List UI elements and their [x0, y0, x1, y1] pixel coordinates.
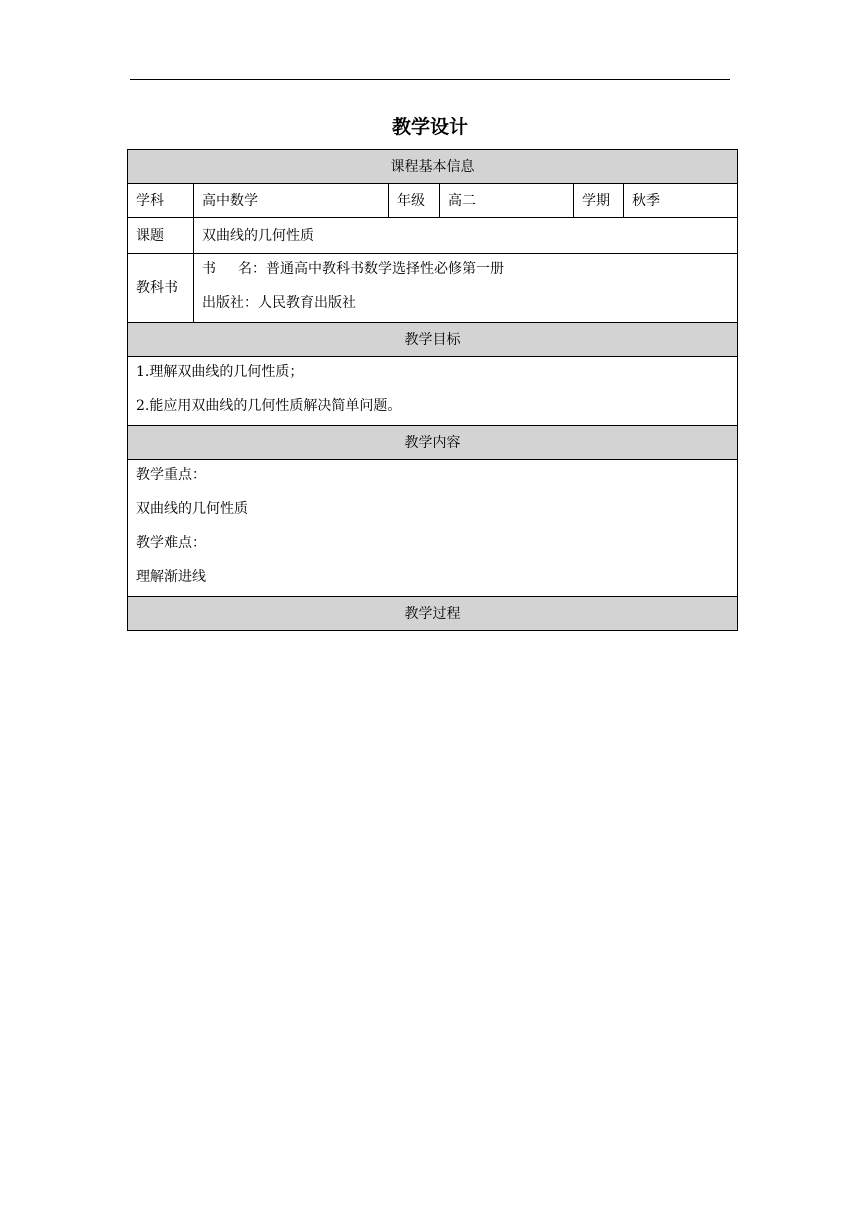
basic-info-section-row [128, 150, 738, 184]
content-section-header: 教学内容 [128, 426, 738, 460]
textbook-row [128, 254, 738, 323]
content-row [128, 460, 738, 597]
topic-value: 双曲线的几何性质 [194, 218, 738, 254]
lesson-design-table [127, 149, 738, 631]
objective-item: 2.能应用双曲线的几何性质解决简单问题。 [136, 398, 402, 414]
textbook-label: 教科书 [128, 254, 194, 323]
process-section-row [128, 597, 738, 631]
subject-value: 高中数学 [194, 184, 389, 218]
objectives-section-row [128, 323, 738, 357]
subject-label: 学科 [128, 184, 194, 218]
book-name-label: 书 [202, 261, 216, 277]
publisher-label: 出版社： [202, 295, 258, 311]
grade-label: 年级 [389, 184, 440, 218]
key-point-label: 教学重点： [136, 467, 206, 483]
book-name-line [202, 259, 729, 293]
subject-grade-term-row [128, 184, 738, 218]
grade-value: 高二 [440, 184, 574, 218]
objectives-row [128, 357, 738, 426]
term-value: 秋季 [624, 184, 738, 218]
book-name-value: 普通高中教科书数学选择性必修第一册 [266, 261, 504, 277]
publisher-line [202, 293, 729, 317]
header-rule [130, 79, 730, 80]
key-point-value: 双曲线的几何性质 [136, 501, 248, 517]
document-title: 教学设计 [391, 116, 468, 138]
textbook-details [194, 254, 738, 323]
topic-label: 课题 [128, 218, 194, 254]
objectives-list [128, 357, 738, 426]
publisher-value: 人民教育出版社 [258, 295, 356, 311]
topic-row [128, 218, 738, 254]
difficulty-value: 理解渐进线 [136, 569, 206, 585]
basic-info-section-header: 课程基本信息 [128, 150, 738, 184]
process-section-header: 教学过程 [128, 597, 738, 631]
book-name-label-suffix: 名： [238, 261, 266, 277]
content-section-row [128, 426, 738, 460]
difficulty-label: 教学难点： [136, 535, 206, 551]
term-label: 学期 [574, 184, 624, 218]
content-details [128, 460, 738, 597]
objectives-section-header: 教学目标 [128, 323, 738, 357]
objective-item: 1.理解双曲线的几何性质； [136, 364, 304, 380]
